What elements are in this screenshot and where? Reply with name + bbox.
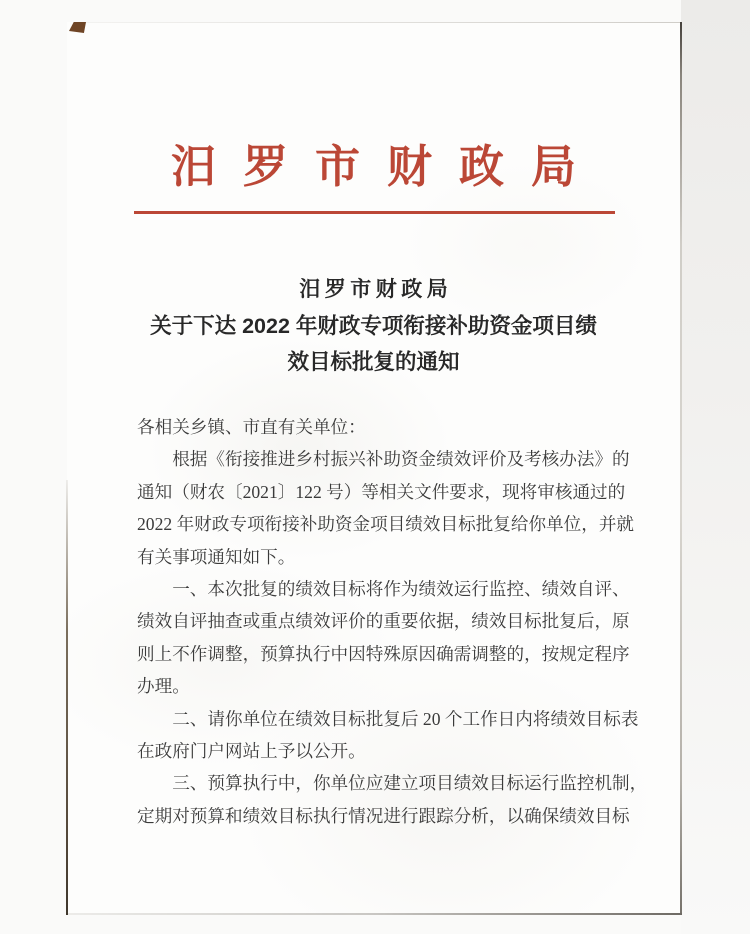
scan-background xyxy=(681,0,750,934)
body-line: 办理。 xyxy=(137,676,190,697)
body-line: 则上不作调整，预算执行中因特殊原因确需调整的，按规定程序 xyxy=(137,643,630,664)
document-title-line: 汨罗市财政局 xyxy=(299,278,453,301)
body-line: 定期对预算和绩效目标执行情况进行跟踪分析，以确保绩效目标 xyxy=(137,805,630,826)
body-line: 2022 年财政专项衔接补助资金项目绩效目标批复给你单位，并就 xyxy=(137,514,635,535)
paper-edge-bottom xyxy=(67,913,682,915)
paper-edge-top xyxy=(73,22,680,23)
paper-edge-right xyxy=(680,22,682,913)
body-line: 各相关乡镇、市直有关单位： xyxy=(137,417,366,437)
letterhead-agency-name: 汨罗市财政局 xyxy=(170,142,603,192)
body-line: 三、预算执行中，你单位应建立项目绩效目标运行监控机制， xyxy=(172,773,648,794)
paper xyxy=(67,22,680,913)
body-line: 根据《衔接推进乡村振兴补助资金绩效评价及考核办法》的 xyxy=(172,449,630,470)
paper-edge-left xyxy=(66,480,68,915)
letterhead-divider-line xyxy=(134,211,615,214)
body-line: 通知（财农〔2021〕122 号）等相关文件要求，现将审核通过的 xyxy=(137,481,626,502)
body-line: 在政府门户网站上予以公开。 xyxy=(137,740,366,761)
body-line: 一、本次批复的绩效目标将作为绩效运行监控、绩效自评、 xyxy=(172,578,630,599)
body-lines xyxy=(137,411,648,832)
body-line: 二、请你单位在绩效目标批复后 20 个工作日内将绩效目标表 xyxy=(172,708,639,729)
document-title xyxy=(67,272,680,380)
document-title-line: 关于下达 2022 年财政专项衔接补助资金项目绩 xyxy=(150,314,597,338)
body-line: 绩效自评抽查或重点绩效评价的重要依据，绩效目标批复后，原 xyxy=(137,611,630,632)
document-title-line: 效目标批复的通知 xyxy=(287,350,460,374)
body-line: 有关事项通知如下。 xyxy=(137,546,296,567)
